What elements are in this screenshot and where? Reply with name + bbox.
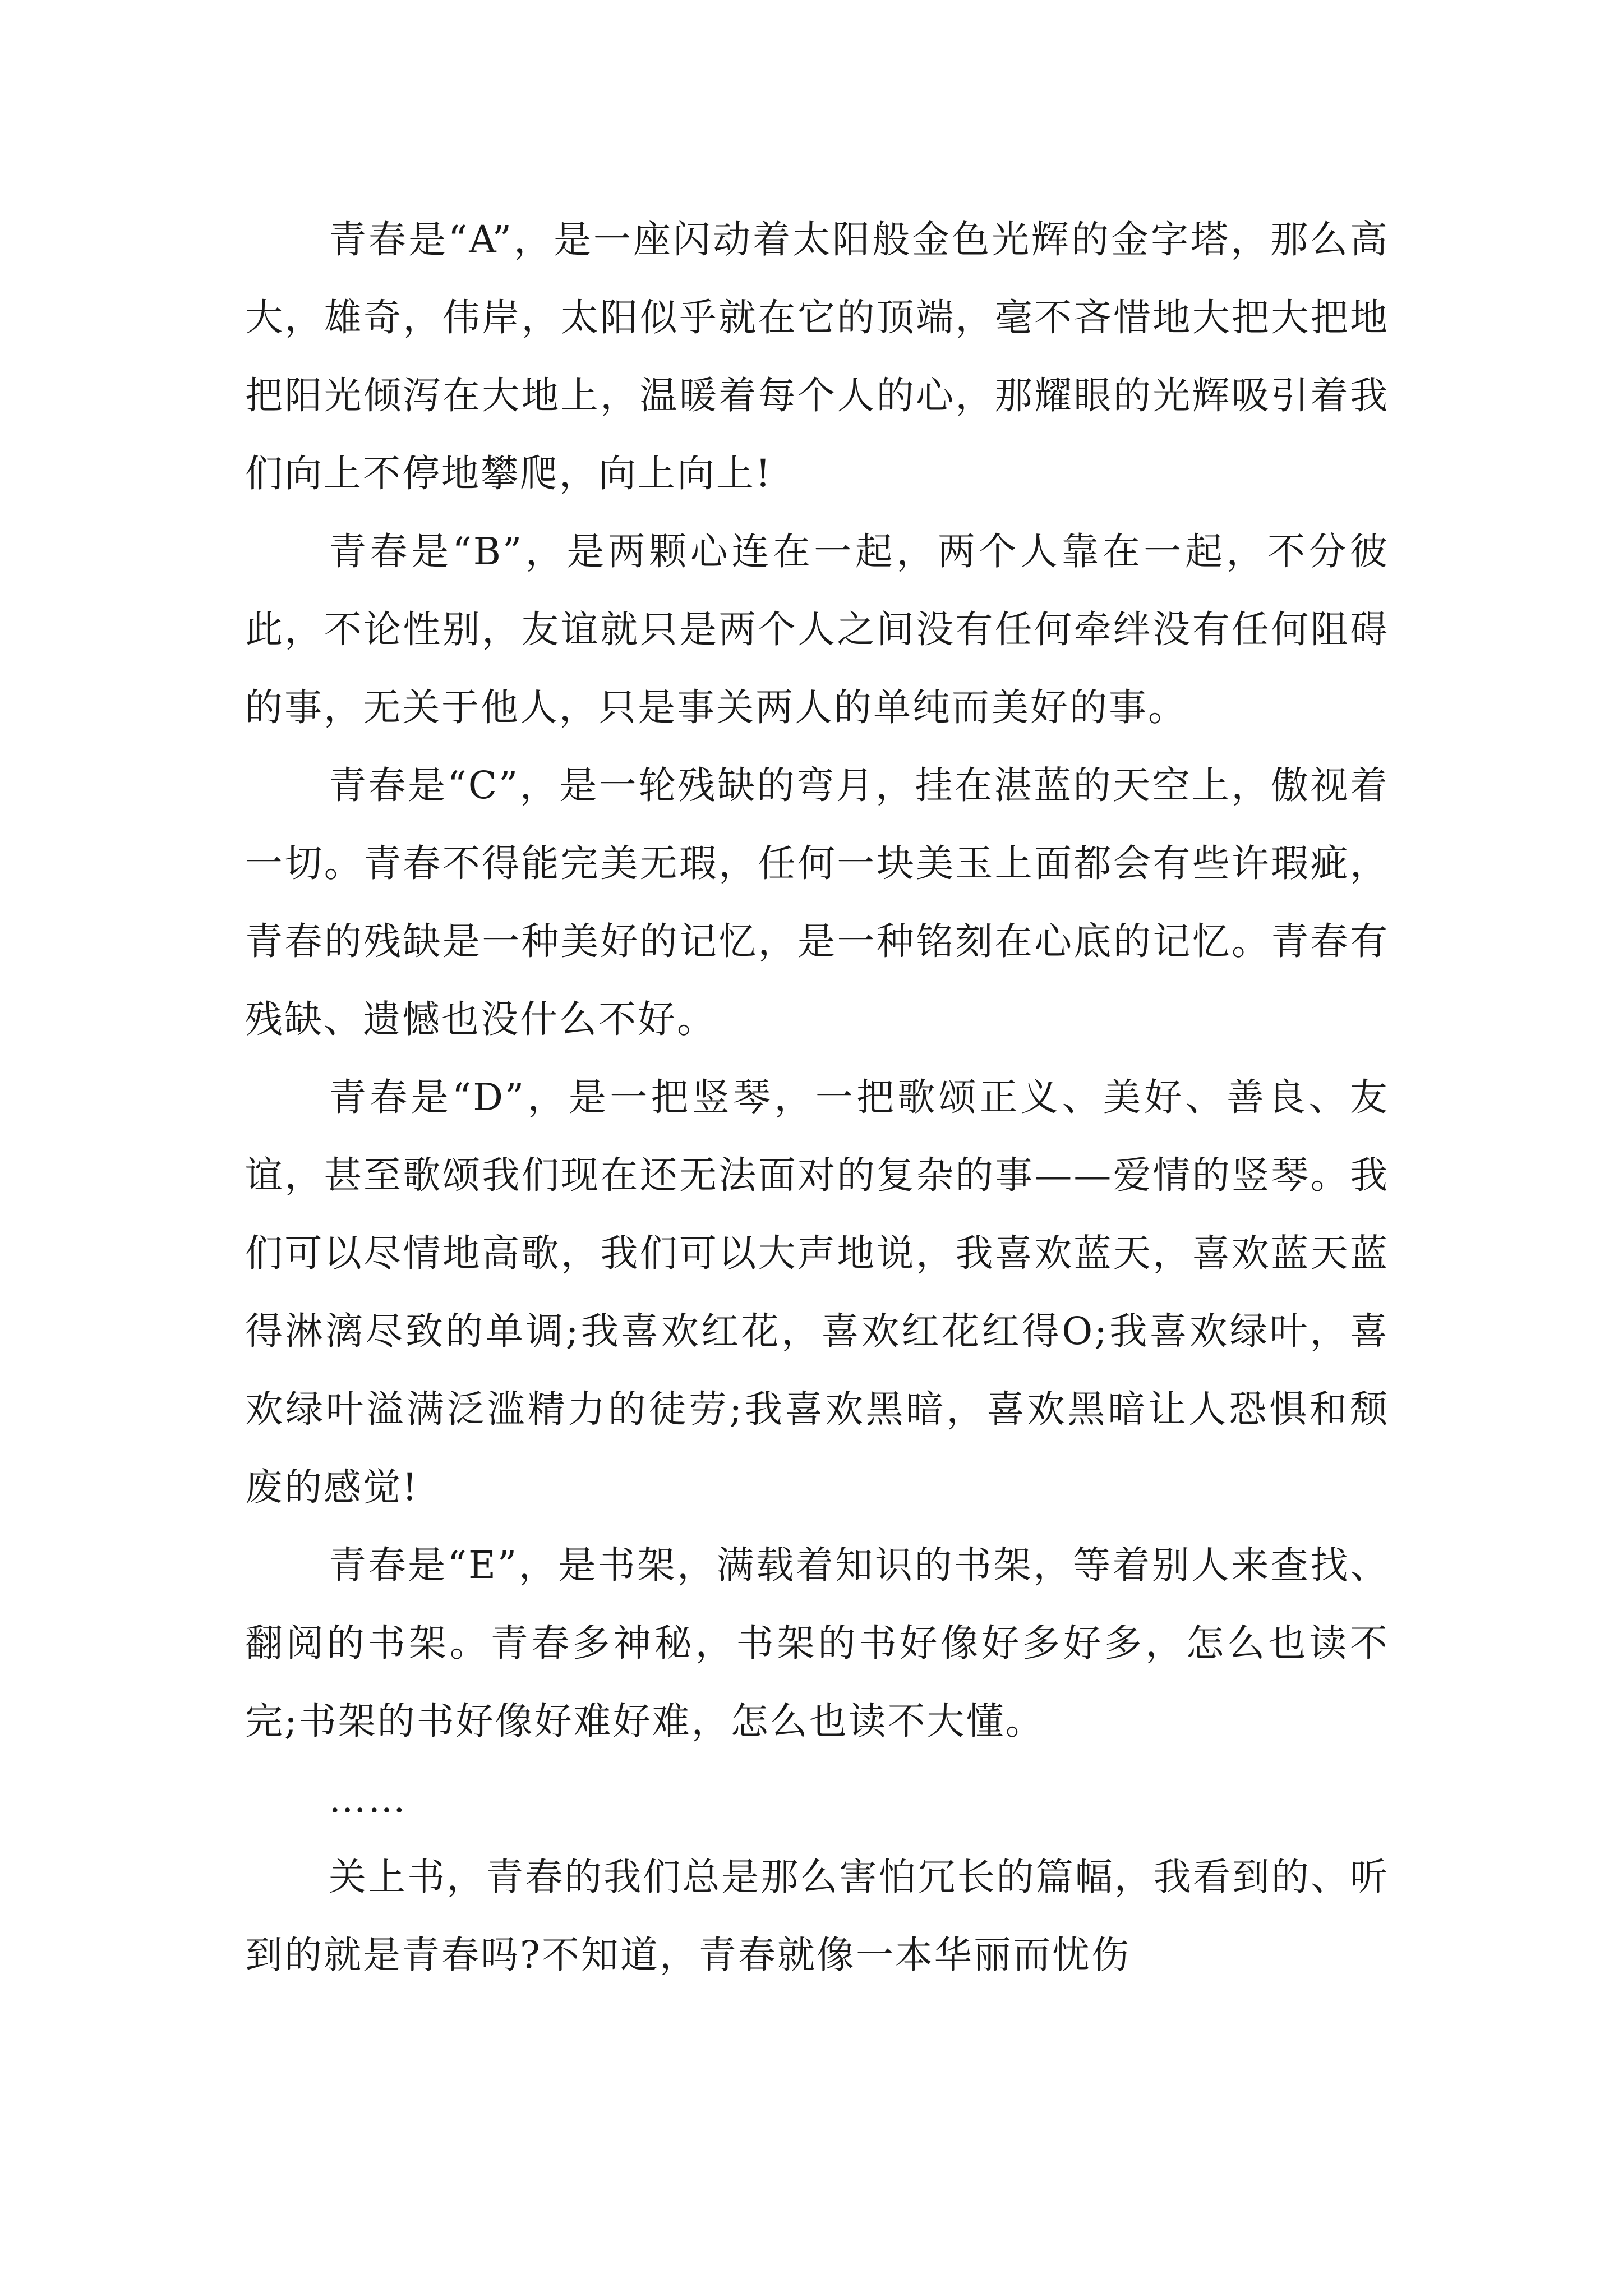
document-body: [245, 201, 1389, 1994]
paragraph-b: 青春是“B”，是两颗心连在一起，两个人靠在一起，不分彼此，不论性别，友谊就只是两个人之间没有任何牵绊没有任何阻碍的事，无关于他人，只是事关两人的单纯而美好的事。: [245, 530, 1389, 729]
paragraph-d: 青春是“D”，是一把竖琴，一把歌颂正义、美好、善良、友谊，甚至歌颂我们现在还无法面对的复杂的事——爱情的竖琴。我们可以尽情地高歌，我们可以大声地说，我喜欢蓝天，喜欢蓝天蓝得淋漓尽致的单调;我喜欢红花，喜欢红花红得O;我喜欢绿叶，喜欢绿叶溢满泛滥精力的徒劳;我喜欢黑暗，喜欢黑暗让人恐惧和颓废的感觉!: [245, 1075, 1389, 1509]
closing-paragraph: 关上书，青春的我们总是那么害怕冗长的篇幅，我看到的、听到的就是青春吗?不知道，青春就像一本华丽而忧伤: [245, 1855, 1389, 1977]
paragraph-c: 青春是“C”，是一轮残缺的弯月，挂在湛蓝的天空上，傲视着一切。青春不得能完美无瑕，任何一块美玉上面都会有些许瑕疵，青春的残缺是一种美好的记忆，是一种铭刻在心底的记忆。青春有残缺、遗憾也没什么不好。: [245, 763, 1389, 1041]
ellipsis-line: ……: [329, 1777, 407, 1821]
paragraph-a: 青春是“A”，是一座闪动着太阳般金色光辉的金字塔，那么高大，雄奇，伟岸，太阳似乎就在它的顶端，毫不吝惜地大把大把地把阳光倾泻在大地上，温暖着每个人的心，那耀眼的光辉吸引着我们向上不停地攀爬，向上向上!: [245, 218, 1389, 495]
paragraph-e: 青春是“E”，是书架，满载着知识的书架，等着别人来查找、翻阅的书架。青春多神秘，书架的书好像好多好多，怎么也读不完;书架的书好像好难好难，怎么也读不大懂。: [245, 1543, 1389, 1743]
